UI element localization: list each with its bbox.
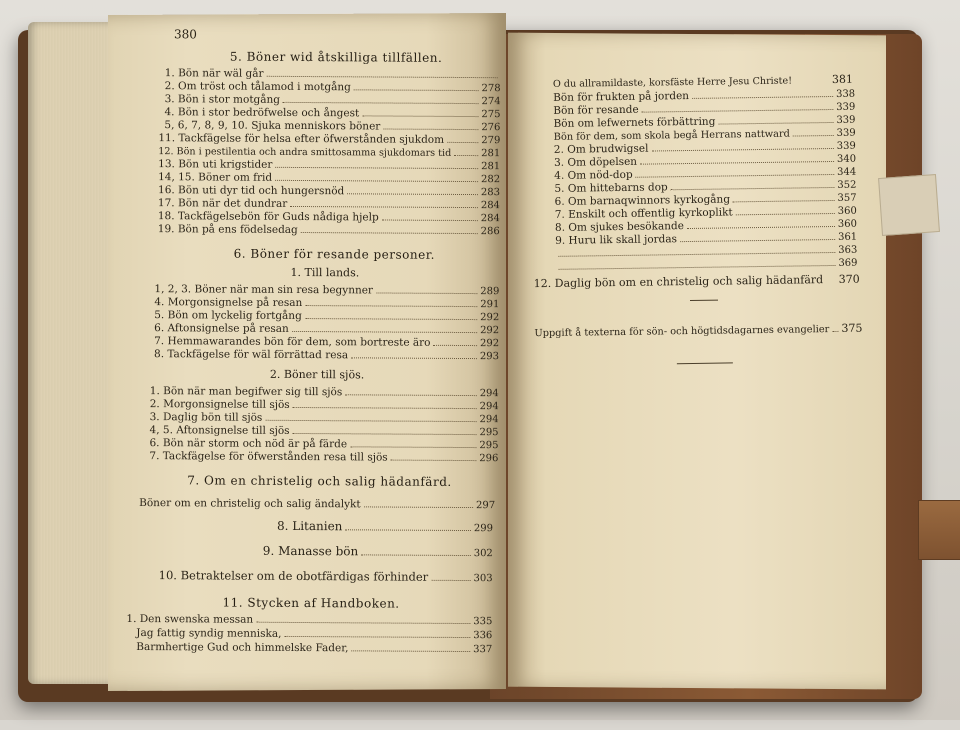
- toc-entry: 363: [555, 244, 857, 261]
- toc-entry: 5. Bön om lyckelig fortgång 292: [154, 309, 500, 324]
- toc-entry: 5. Om hittebarns dop 352: [554, 179, 857, 195]
- toc-entry: 19. Bön på ens födelsedag 286: [157, 223, 500, 238]
- section-heading-entry: 8. Litanien 299: [276, 518, 494, 535]
- left-page-number: 380: [173, 27, 197, 42]
- section-heading: 6. Böner för resande personer.: [233, 246, 436, 262]
- divider: [677, 362, 733, 364]
- toc-entry: 4, 5. Aftonsignelse till sjös 295: [149, 424, 499, 439]
- toc-entry: 6. Om barnaqwinnors kyrkogång 357: [554, 192, 857, 208]
- subsection-heading: 1. Till lands.: [290, 265, 360, 280]
- toc-entry: Böner om en christelig och salig ändalykt 297: [139, 497, 496, 512]
- toc-entry: 7. Hemmawarandes bön för dem, som bortreste äro 292: [154, 335, 500, 350]
- toc-entry: Bön om lefwernets förbättring 339: [553, 114, 856, 130]
- toc-entry: 3. Bön i stor motgång 274: [164, 93, 501, 108]
- section-heading: 5. Böner wid åtskilliga tillfällen.: [229, 49, 443, 65]
- toc-entry: 6. Aftonsignelse på resan 292: [154, 322, 500, 337]
- toc-entry: Bön för resande 339: [553, 101, 856, 117]
- divider: [690, 300, 718, 301]
- subsection-heading: 2. Böner till sjös.: [269, 367, 365, 382]
- toc-entry: 7. Tackfägelse för öfwerstånden resa till sjös 296: [149, 450, 499, 465]
- toc-entry: 8. Tackfägelse för wäl förrättad resa 293: [153, 348, 500, 363]
- toc-entry: 1. Den swenska messan 335: [126, 612, 493, 628]
- toc-entry: 16. Bön uti dyr tid och hungersnöd 283: [157, 184, 501, 199]
- toc-entry: 1. Bön när wäl går: [165, 67, 501, 81]
- toc-entry: Bön för frukten på jorden 338: [553, 88, 856, 104]
- toc-entry: 17. Bön när det dundrar 284: [157, 197, 500, 212]
- toc-entry: Uppgift å texterna för sön- och högtidsdagarnes evangelier 375: [534, 321, 863, 340]
- toc-entry: 11. Tackfägelse för helsa efter öfwerstånden sjukdom 279: [158, 132, 501, 147]
- toc-entry: 7. Enskilt och offentlig kyrkoplikt 360: [554, 205, 857, 221]
- toc-entry: Barmhertige Gud och himmelske Fader, 337: [136, 641, 493, 656]
- toc-entry: 4. Morgonsignelse på resan 291: [154, 296, 500, 311]
- section-heading: 11. Stycken af Handboken.: [222, 595, 400, 611]
- toc-entry: 4. Bön i stor bedröfwelse och ångest 275: [164, 106, 501, 121]
- toc-entry: Bön för dem, som skola begå Herrans nattward 339: [553, 127, 856, 143]
- toc-entry: Jag fattig syndig menniska, 336: [136, 627, 493, 642]
- toc-entry: 6. Bön när storm och nöd är på färde 295: [149, 437, 499, 452]
- toc-entry: 14, 15. Böner om frid 282: [158, 171, 501, 186]
- toc-entry: 8. Om sjukes besökande 360: [554, 218, 858, 234]
- toc-entry: 3. Om döpelsen 340: [553, 153, 857, 169]
- section-heading: 7. Om en christelig och salig hädanfärd.: [187, 473, 452, 489]
- toc-entry: 2. Om tröst och tålamod i motgång 278: [164, 80, 501, 95]
- section-heading-entry: 12. Daglig bön om en christelig och salig hädanfärd 370: [533, 272, 860, 291]
- toc-entry: 2. Morgonsignelse till sjös 294: [149, 398, 499, 413]
- toc-entry: 369: [555, 257, 857, 274]
- section-heading-entry: 10. Betraktelser om de obotfärdigas förhinder 303: [158, 568, 493, 585]
- toc-entry: 2. Om brudwigsel 339: [553, 140, 856, 156]
- toc-entry: 3. Daglig bön till sjös 294: [149, 411, 499, 426]
- section-heading-entry: 9. Manasse bön 302: [262, 543, 493, 560]
- toc-entry: 1. Bön när man begifwer sig till sjös 294: [149, 385, 499, 400]
- toc-entry: 12. Bön i pestilentia och andra smittosamma sjukdomars tid 281: [158, 146, 501, 160]
- toc-entry: 18. Tackfägelsebön för Guds nådiga hjelp 284: [157, 210, 500, 225]
- toc-entry: 5, 6, 7, 8, 9, 10. Sjuka menniskors böner 276: [164, 119, 501, 134]
- toc-entry: O du allramildaste, korsfäste Herre Jesu Christe! 381: [552, 72, 854, 90]
- toc-entry: 9. Huru lik skall jordas 361: [555, 231, 858, 247]
- toc-entry: 1, 2, 3. Böner när man sin resa begynner 289: [154, 283, 500, 298]
- right-page-number: 381: [831, 72, 854, 86]
- toc-entry: 13. Bön uti krigstider 281: [158, 158, 501, 173]
- toc-entry: 4. Om nöd-dop 344: [554, 166, 857, 182]
